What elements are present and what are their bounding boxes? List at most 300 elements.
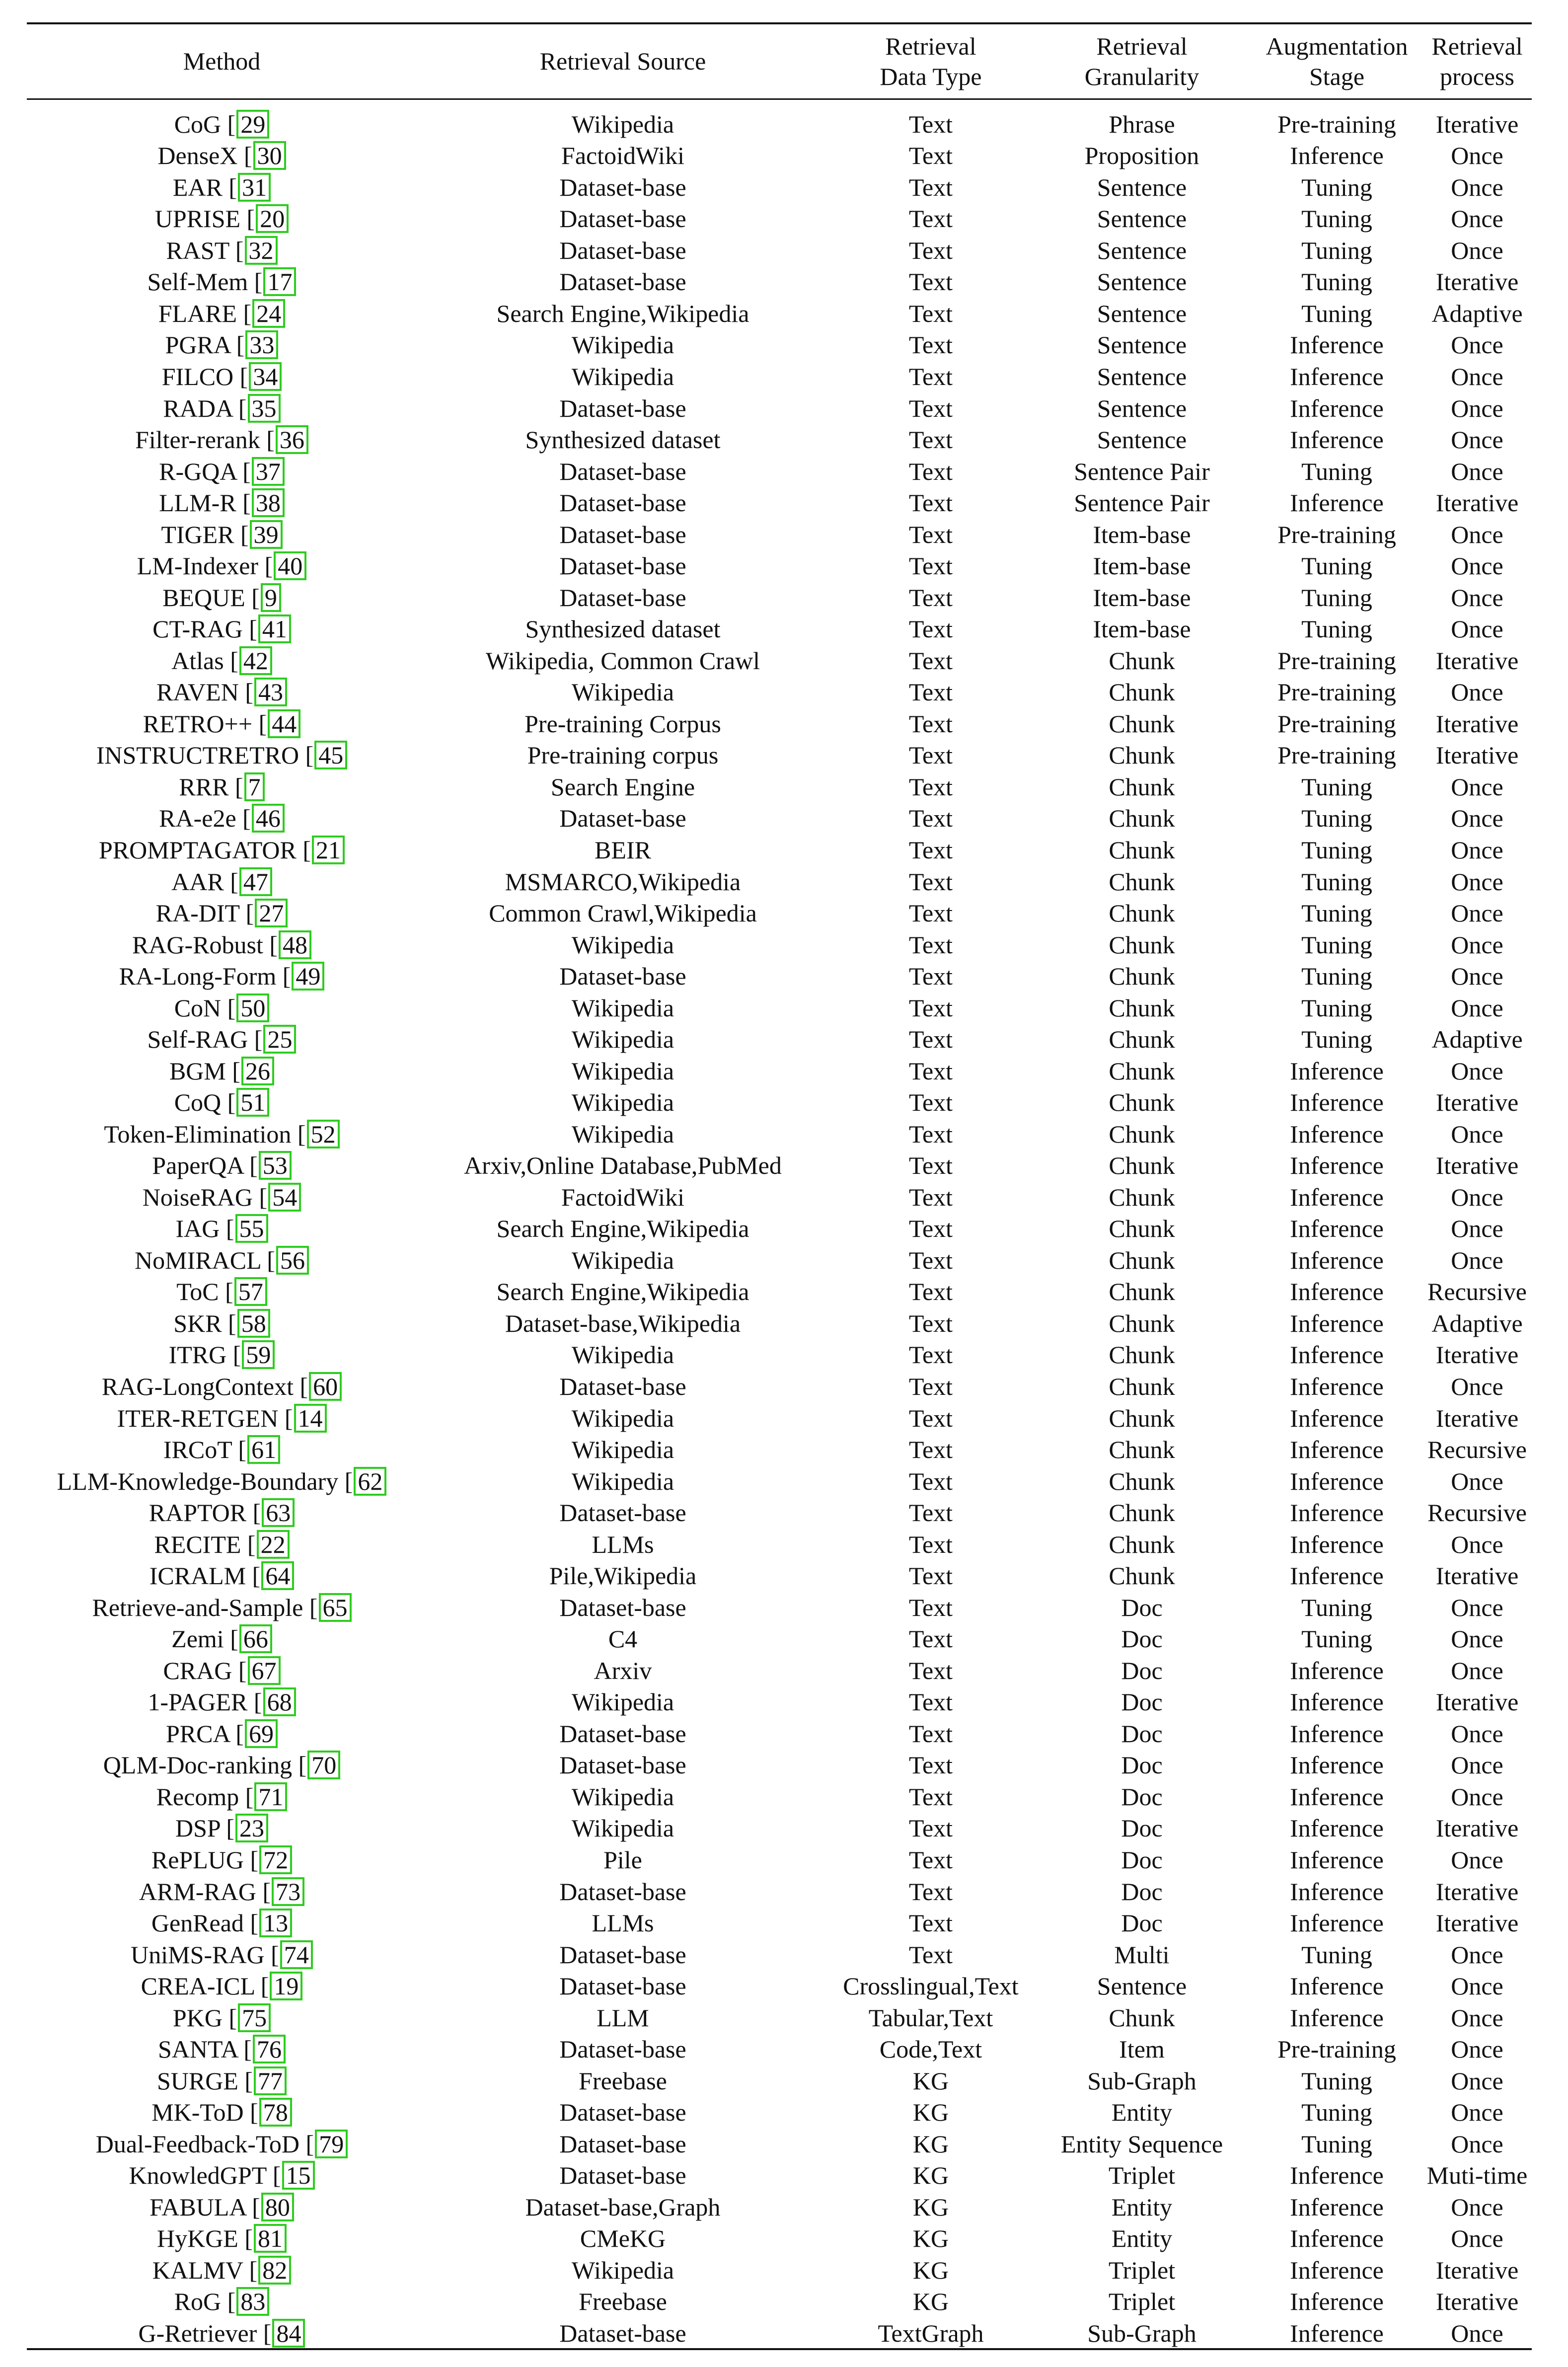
data-type-cell: Text	[908, 1719, 953, 1748]
source-cell: Wikipedia	[571, 1088, 674, 1117]
data-type-cell: Text	[908, 1404, 953, 1432]
citation-link[interactable]: 35	[248, 394, 281, 423]
granularity-cell: Phrase	[1109, 110, 1175, 138]
method-cell: RoG [ 83	[27, 2287, 417, 2316]
citation-link[interactable]: 31	[238, 173, 271, 202]
data-type-cell: KG	[912, 2130, 949, 2158]
method-cell: NoiseRAG [ 54	[27, 1182, 417, 1212]
data-type-cell: Text	[908, 173, 953, 201]
citation-link[interactable]: 68	[263, 1687, 296, 1716]
table-row	[27, 1150, 1532, 1182]
stage-cell: Inference	[1290, 1151, 1384, 1180]
table-row	[27, 2002, 1532, 2034]
method-cell: CRAG [ 67	[27, 1656, 417, 1685]
process-cell: Once	[1451, 1373, 1503, 1401]
stage-cell: Inference	[1290, 363, 1384, 391]
granularity-cell: Sentence	[1097, 236, 1187, 264]
process-cell: Iterative	[1435, 1151, 1519, 1180]
citation-link[interactable]: 77	[254, 2066, 287, 2095]
source-cell: Dataset-base	[559, 394, 686, 422]
citation-link[interactable]: 57	[234, 1277, 267, 1306]
citation-link[interactable]: 83	[236, 2287, 269, 2316]
stage-cell: Inference	[1290, 2161, 1384, 2190]
source-cell: Dataset-base	[559, 1972, 686, 2000]
table-row	[27, 2191, 1532, 2223]
citation-link[interactable]: 48	[279, 930, 311, 959]
citation-link[interactable]: 69	[245, 1719, 278, 1748]
method-cell: DSP [ 23	[27, 1813, 417, 1843]
process-cell: Once	[1451, 1215, 1503, 1243]
process-cell: Once	[1451, 142, 1503, 170]
stage-cell: Inference	[1290, 1530, 1384, 1558]
citation-link[interactable]: 59	[242, 1340, 275, 1369]
granularity-cell: Chunk	[1109, 741, 1175, 769]
citation-link[interactable]: 47	[239, 867, 272, 896]
source-cell: Freebase	[579, 2066, 667, 2095]
method-name: KnowledGPT	[129, 2161, 267, 2190]
method-name: Retrieve-and-Sample	[92, 1593, 303, 1621]
stage-cell: Tuning	[1301, 836, 1372, 864]
citation-link[interactable]: 66	[239, 1624, 272, 1653]
method-cell: Atlas [ 42	[27, 646, 417, 676]
method-name: NoiseRAG	[142, 1183, 253, 1211]
stage-cell: Tuning	[1301, 772, 1372, 801]
granularity-cell: Sentence	[1097, 426, 1187, 454]
data-type-cell: Text	[908, 1625, 953, 1653]
data-type-cell: Text	[908, 1183, 953, 1211]
granularity-cell: Item	[1119, 2035, 1165, 2063]
citation-link[interactable]: 55	[235, 1214, 268, 1243]
method-name: Self-Mem	[147, 268, 248, 296]
citation-link[interactable]: 81	[254, 2224, 287, 2253]
granularity-cell: Triplet	[1108, 2256, 1176, 2284]
data-type-cell: KG	[912, 2256, 949, 2284]
source-cell: Dataset-base	[559, 457, 686, 485]
stage-cell: Inference	[1290, 1751, 1384, 1779]
stage-cell: Tuning	[1301, 552, 1372, 580]
table-row	[27, 1623, 1532, 1655]
data-type-cell: Text	[908, 1088, 953, 1117]
data-type-cell: KG	[912, 2224, 949, 2253]
process-cell: Iterative	[1435, 268, 1519, 296]
method-name: RoG	[174, 2288, 222, 2316]
method-cell: G-Retriever [ 84	[27, 2318, 417, 2348]
citation-link[interactable]: 54	[268, 1183, 301, 1212]
stage-cell: Tuning	[1301, 299, 1372, 327]
table-row	[27, 234, 1532, 266]
stage-cell: Inference	[1290, 2319, 1384, 2347]
citation-link[interactable]: 42	[239, 646, 272, 675]
table-row	[27, 1750, 1532, 1781]
process-cell: Once	[1451, 1530, 1503, 1558]
granularity-cell: Chunk	[1109, 1467, 1175, 1495]
citation-link[interactable]: 75	[238, 2003, 271, 2032]
source-cell: Wikipedia	[571, 331, 674, 359]
data-type-cell: KG	[912, 2288, 949, 2316]
process-cell: Iterative	[1435, 1909, 1519, 1937]
granularity-cell: Doc	[1121, 1593, 1163, 1621]
method-cell: FLARE [ 24	[27, 299, 417, 328]
stage-cell: Tuning	[1301, 1625, 1372, 1653]
granularity-cell: Entity Sequence	[1060, 2130, 1223, 2158]
method-name: CRAG	[163, 1656, 232, 1684]
granularity-cell: Chunk	[1109, 2003, 1175, 2032]
data-type-cell: Text	[908, 741, 953, 769]
method-name: LLM-Knowledge-Boundary	[57, 1467, 339, 1495]
method-name: ARM-RAG	[139, 1877, 256, 1906]
stage-cell: Tuning	[1301, 1940, 1372, 1969]
method-cell: PaperQA [ 53	[27, 1150, 417, 1180]
source-cell: Dataset-base,Wikipedia	[505, 1309, 741, 1337]
source-cell: Dataset-base	[559, 1877, 686, 1906]
data-type-cell: Text	[908, 1656, 953, 1684]
data-type-cell: Text	[908, 268, 953, 296]
citation-link[interactable]: 34	[249, 362, 282, 391]
method-cell: QLM-Doc-ranking [ 70	[27, 1750, 417, 1780]
granularity-cell: Chunk	[1109, 646, 1175, 675]
citation-link[interactable]: 65	[319, 1593, 352, 1622]
citation-link[interactable]: 74	[280, 1940, 313, 1969]
method-name: CT-RAG	[152, 615, 243, 643]
granularity-cell: Chunk	[1109, 899, 1175, 927]
table-row	[27, 1434, 1532, 1465]
source-cell: Pre-training corpus	[527, 741, 719, 769]
method-name: EAR	[172, 173, 223, 201]
process-cell: Once	[1451, 899, 1503, 927]
method-cell: EAR [ 31	[27, 172, 417, 202]
data-type-cell: KG	[912, 2193, 949, 2221]
source-cell: Dataset-base	[559, 1593, 686, 1621]
source-cell: Dataset-base	[559, 1719, 686, 1748]
stage-cell: Tuning	[1301, 236, 1372, 264]
process-cell: Once	[1451, 1593, 1503, 1621]
table-row	[27, 771, 1532, 803]
method-name: GenRead	[151, 1909, 244, 1937]
process-cell: Once	[1451, 363, 1503, 391]
method-name: UPRISE	[154, 205, 241, 233]
source-cell: Search Engine,Wikipedia	[496, 1215, 749, 1243]
method-name: ITRG	[168, 1341, 227, 1369]
citation-link[interactable]: 71	[254, 1782, 287, 1811]
citation-link[interactable]: 63	[262, 1498, 295, 1527]
citation-link[interactable]: 53	[259, 1151, 292, 1180]
method-cell: RADA [ 35	[27, 393, 417, 423]
table-row	[27, 2096, 1532, 2128]
citation-link[interactable]: 78	[259, 2098, 292, 2127]
citation-link[interactable]: 58	[237, 1309, 270, 1338]
granularity-cell: Sentence	[1097, 299, 1187, 327]
method-name: PGRA	[165, 331, 230, 359]
data-type-cell: Text	[908, 520, 953, 548]
citation-link[interactable]: 41	[258, 614, 291, 643]
source-cell: Dataset-base	[559, 1373, 686, 1401]
source-cell: Wikipedia	[571, 1341, 674, 1369]
process-cell: Iterative	[1435, 1562, 1519, 1590]
stage-cell: Tuning	[1301, 268, 1372, 296]
process-cell: Once	[1451, 1183, 1503, 1211]
source-cell: Arxiv	[594, 1656, 652, 1684]
table-row	[27, 960, 1532, 992]
method-name: CoN	[174, 993, 222, 1022]
method-cell: Zemi [ 66	[27, 1624, 417, 1654]
stage-cell: Inference	[1290, 1057, 1384, 1085]
citation-link[interactable]: 76	[253, 2035, 286, 2063]
table-row	[27, 1528, 1532, 1560]
process-cell: Iterative	[1435, 1404, 1519, 1432]
data-type-cell: Text	[908, 1877, 953, 1906]
stage-cell: Inference	[1290, 1972, 1384, 2000]
process-cell: Once	[1451, 930, 1503, 959]
stage-cell: Inference	[1290, 1278, 1384, 1306]
table-row	[27, 1560, 1532, 1592]
process-cell: Once	[1451, 1625, 1503, 1653]
citation-link[interactable]: 44	[268, 709, 300, 738]
granularity-cell: Chunk	[1109, 1373, 1175, 1401]
citation-link[interactable]: 60	[309, 1372, 342, 1401]
citation-link[interactable]: 20	[256, 204, 289, 233]
citation-link[interactable]: 29	[236, 110, 269, 139]
method-cell: PKG [ 75	[27, 2003, 417, 2033]
citation-link[interactable]: 61	[247, 1435, 280, 1464]
stage-cell: Inference	[1290, 1562, 1384, 1590]
citation-link[interactable]: 62	[354, 1467, 386, 1496]
citation-link[interactable]: 46	[252, 804, 285, 833]
method-cell: KnowledGPT [ 15	[27, 2160, 417, 2190]
citation-link[interactable]: 32	[245, 236, 278, 265]
table-row	[27, 1718, 1532, 1750]
granularity-cell: Chunk	[1109, 1404, 1175, 1432]
method-name: HyKGE	[156, 2224, 238, 2253]
granularity-cell: Entity	[1111, 2193, 1173, 2221]
citation-link[interactable]: 80	[261, 2193, 294, 2221]
citation-link[interactable]: 70	[307, 1751, 340, 1779]
method-cell: Dual-Feedback-ToD [ 79	[27, 2129, 417, 2159]
method-cell: IRCoT [ 61	[27, 1435, 417, 1464]
table-row	[27, 1118, 1532, 1150]
citation-link[interactable]: 39	[250, 520, 283, 549]
citation-link[interactable]: 40	[274, 551, 306, 580]
method-cell: HyKGE [ 81	[27, 2223, 417, 2253]
data-type-cell: KG	[912, 2098, 949, 2127]
source-cell: Pile,Wikipedia	[549, 1562, 697, 1590]
citation-link[interactable]: 84	[272, 2319, 305, 2348]
table-row	[27, 1813, 1532, 1844]
source-cell: Wikipedia	[571, 1404, 674, 1432]
process-cell: Once	[1451, 1782, 1503, 1811]
granularity-cell: Item-base	[1093, 583, 1191, 611]
citation-link[interactable]: 36	[276, 425, 308, 454]
process-cell: Once	[1451, 2224, 1503, 2253]
table-row	[27, 361, 1532, 392]
source-cell: Freebase	[579, 2288, 667, 2316]
citation-link[interactable]: 14	[294, 1404, 327, 1433]
data-type-cell: Text	[908, 1246, 953, 1274]
process-cell: Once	[1451, 836, 1503, 864]
stage-cell: Inference	[1290, 1688, 1384, 1716]
process-cell: Iterative	[1435, 489, 1519, 517]
citation-link[interactable]: 56	[276, 1246, 309, 1275]
data-type-cell: Text	[908, 489, 953, 517]
method-name: RAG-LongContext	[101, 1373, 294, 1401]
citation-link[interactable]: 7	[244, 772, 265, 801]
data-type-cell: Text	[908, 1057, 953, 1085]
process-cell: Once	[1451, 615, 1503, 643]
table-row	[27, 140, 1532, 172]
stage-cell: Pre-training	[1277, 646, 1396, 675]
table-row	[27, 1497, 1532, 1528]
data-type-cell: Text	[908, 1940, 953, 1969]
source-cell: Wikipedia	[571, 110, 674, 138]
stage-cell: Inference	[1290, 1656, 1384, 1684]
citation-link[interactable]: 27	[255, 899, 288, 927]
citation-link[interactable]: 67	[248, 1656, 281, 1685]
method-name: Recomp	[156, 1782, 239, 1811]
process-cell: Once	[1451, 1467, 1503, 1495]
table-row	[27, 1781, 1532, 1813]
citation-link[interactable]: 51	[236, 1088, 269, 1117]
process-cell: Once	[1451, 1120, 1503, 1148]
data-type-cell: Tabular,Text	[868, 2003, 993, 2032]
table-row	[27, 2128, 1532, 2160]
stage-cell: Inference	[1290, 1373, 1384, 1401]
table-row	[27, 1686, 1532, 1718]
citation-link[interactable]: 37	[252, 457, 285, 486]
citation-link[interactable]: 50	[236, 993, 269, 1022]
source-cell: Dataset-base	[559, 268, 686, 296]
table-row	[27, 992, 1532, 1024]
method-name: IRCoT	[163, 1436, 232, 1464]
table-header	[27, 24, 1532, 98]
data-type-cell: Text	[908, 709, 953, 738]
citation-link[interactable]: 45	[314, 741, 347, 769]
granularity-cell: Chunk	[1109, 930, 1175, 959]
source-cell: Dataset-base	[559, 489, 686, 517]
method-cell: IAG [ 55	[27, 1214, 417, 1243]
method-cell: BEQUE [ 9	[27, 583, 417, 612]
stage-cell: Inference	[1290, 1246, 1384, 1274]
method-cell: RA-e2e [ 46	[27, 803, 417, 833]
data-type-cell: Text	[908, 1688, 953, 1716]
method-cell: NoMIRACL [ 56	[27, 1245, 417, 1275]
method-name: RA-Long-Form	[119, 962, 277, 991]
method-name: DenseX	[157, 142, 238, 170]
table-row	[27, 834, 1532, 866]
citation-link[interactable]: 38	[252, 488, 285, 517]
citation-link[interactable]: 24	[252, 299, 285, 328]
citation-link[interactable]: 21	[312, 836, 345, 864]
table-row	[27, 2317, 1532, 2349]
data-type-cell: Text	[908, 1467, 953, 1495]
method-cell: PRCA [ 69	[27, 1719, 417, 1749]
granularity-cell: Chunk	[1109, 1215, 1175, 1243]
granularity-cell: Doc	[1121, 1719, 1163, 1748]
citation-link[interactable]: 82	[258, 2256, 291, 2285]
stage-cell: Pre-training	[1277, 741, 1396, 769]
source-cell: Wikipedia	[571, 678, 674, 706]
granularity-cell: Chunk	[1109, 1057, 1175, 1085]
source-cell: CMeKG	[580, 2224, 666, 2253]
table-row	[27, 1023, 1532, 1055]
citation-link[interactable]: 13	[259, 1909, 292, 1937]
method-cell: INSTRUCTRETRO [ 45	[27, 740, 417, 770]
citation-link[interactable]: 43	[254, 678, 287, 706]
citation-link[interactable]: 72	[259, 1845, 292, 1874]
data-type-cell: KG	[912, 2066, 949, 2095]
method-cell: CoQ [ 51	[27, 1087, 417, 1117]
table-row	[27, 2254, 1532, 2286]
citation-link[interactable]: 15	[282, 2161, 315, 2190]
header-data-type: Retrieval Data Type	[880, 32, 982, 90]
citation-link[interactable]: 52	[307, 1120, 340, 1148]
method-name: MK-ToD	[151, 2098, 244, 2127]
method-name: IAG	[175, 1215, 220, 1243]
source-cell: Wikipedia	[571, 1688, 674, 1716]
granularity-cell: Doc	[1121, 1656, 1163, 1684]
stage-cell: Inference	[1290, 1436, 1384, 1464]
method-cell: GenRead [ 13	[27, 1908, 417, 1938]
granularity-cell: Chunk	[1109, 772, 1175, 801]
granularity-cell: Doc	[1121, 1814, 1163, 1842]
citation-link[interactable]: 17	[263, 267, 296, 296]
process-cell: Once	[1451, 804, 1503, 833]
stage-cell: Tuning	[1301, 993, 1372, 1022]
method-cell: FABULA [ 80	[27, 2192, 417, 2222]
method-cell: SKR [ 58	[27, 1308, 417, 1338]
stage-cell: Pre-training	[1277, 110, 1396, 138]
citation-link[interactable]: 33	[245, 330, 278, 359]
data-type-cell: TextGraph	[878, 2319, 984, 2347]
citation-link[interactable]: 64	[261, 1561, 294, 1590]
citation-link[interactable]: 25	[263, 1025, 296, 1054]
method-name: RePLUG	[151, 1845, 244, 1874]
process-cell: Adaptive	[1431, 299, 1523, 327]
method-cell: CoN [ 50	[27, 993, 417, 1023]
citation-link[interactable]: 22	[257, 1530, 290, 1559]
granularity-cell: Sub-Graph	[1087, 2319, 1196, 2347]
method-cell: RRR [ 7	[27, 772, 417, 802]
data-type-cell: Code,Text	[879, 2035, 982, 2063]
data-type-cell: KG	[912, 2161, 949, 2190]
method-name: RECITE	[154, 1530, 241, 1558]
method-cell: RAVEN [ 43	[27, 677, 417, 707]
granularity-cell: Chunk	[1109, 1183, 1175, 1211]
citation-link[interactable]: 26	[241, 1057, 274, 1085]
citation-link[interactable]: 49	[292, 962, 324, 991]
data-type-cell: Text	[908, 299, 953, 327]
method-name: NoMIRACL	[135, 1246, 261, 1274]
process-cell: Adaptive	[1431, 1025, 1523, 1054]
method-name: RRR	[179, 772, 229, 801]
citation-link[interactable]: 23	[235, 1814, 268, 1842]
process-cell: Once	[1451, 331, 1503, 359]
citation-link[interactable]: 73	[272, 1877, 304, 1906]
granularity-cell: Chunk	[1109, 1530, 1175, 1558]
stage-cell: Inference	[1290, 1499, 1384, 1527]
citation-link[interactable]: 9	[261, 583, 281, 612]
granularity-cell: Entity	[1111, 2098, 1173, 2127]
table-row	[27, 1655, 1532, 1686]
method-cell: FILCO [ 34	[27, 362, 417, 391]
citation-link[interactable]: 19	[270, 1972, 302, 2000]
method-cell: 1-PAGER [ 68	[27, 1687, 417, 1717]
citation-link[interactable]: 30	[253, 141, 286, 170]
data-type-cell: Text	[908, 1593, 953, 1621]
source-cell: MSMARCO,Wikipedia	[505, 867, 741, 896]
granularity-cell: Chunk	[1109, 962, 1175, 991]
citation-link[interactable]: 79	[315, 2130, 348, 2158]
stage-cell: Inference	[1290, 1183, 1384, 1211]
granularity-cell: Chunk	[1109, 1499, 1175, 1527]
